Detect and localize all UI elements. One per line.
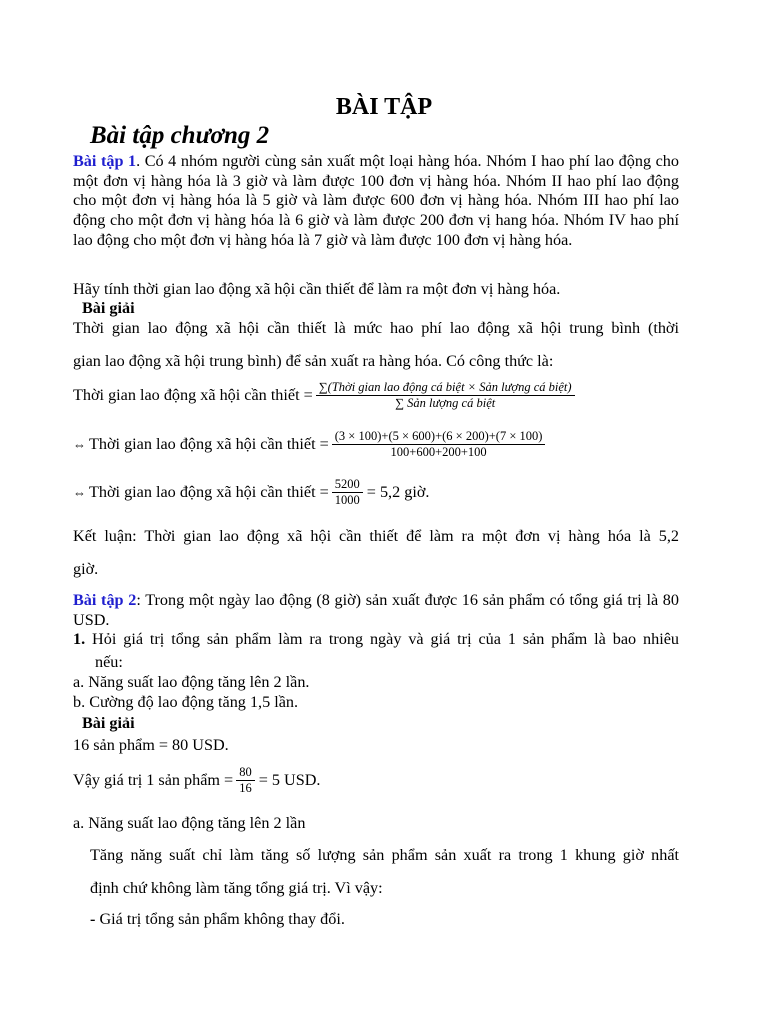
option-a: a. Năng suất lao động tăng lên 2 lần. xyxy=(73,673,310,691)
formula-result xyxy=(73,477,429,508)
formula-general-fraction xyxy=(316,380,575,411)
unit-value-formula xyxy=(73,765,320,796)
formula-result-value: = 5,2 giờ. xyxy=(366,483,430,501)
formula-result-label: Thời gian lao động xã hội cần thiết = xyxy=(89,483,329,501)
conclusion-line-2: giờ. xyxy=(73,560,99,578)
formula-general-denominator: ∑ Sản lượng cá biệt xyxy=(395,396,496,410)
formula-result-fraction xyxy=(332,477,363,508)
formula-substituted-fraction xyxy=(332,429,546,460)
definition-line-2: gian lao động xã hội trung bình) để sản xuất ra hàng hóa. Có công thức là: xyxy=(73,352,554,370)
exercise-2-solution-heading: Bài giải xyxy=(82,714,135,732)
exercise-1-question: Hãy tính thời gian lao động xã hội cần thiết để làm ra một đơn vị hàng hóa. xyxy=(73,280,561,298)
exercise-2-statement xyxy=(73,591,679,630)
question-number: 1. xyxy=(73,630,86,648)
equivalence-icon: ⇔ xyxy=(73,436,86,452)
solution-step-1: 16 sản phẩm = 80 USD. xyxy=(73,736,229,754)
exercise-2-text: : Trong một ngày lao động (8 giờ) sản xuất được 16 sản phẩm có tổng giá trị là 80 USD. xyxy=(73,591,679,629)
formula-general-label: Thời gian lao động xã hội cần thiết = xyxy=(73,386,313,404)
formula-substituted xyxy=(73,429,545,460)
equivalence-icon: ⇔ xyxy=(73,484,86,500)
exercise-2-question xyxy=(73,630,679,649)
question-text: Hỏi giá trị tổng sản phẩm làm ra trong ngày và giá trị của 1 sản phẩm là bao nhiêu xyxy=(92,630,679,648)
exercise-1-statement xyxy=(73,152,679,251)
question-text-continued: nếu: xyxy=(95,653,123,671)
unit-value-result: = 5 USD. xyxy=(258,771,321,789)
exercise-2-label: Bài tập 2 xyxy=(73,591,137,609)
exercise-1-label: Bài tập 1 xyxy=(73,152,137,170)
page-title: BÀI TẬP xyxy=(335,94,433,120)
exercise-1-solution-heading: Bài giải xyxy=(82,299,135,317)
exercise-1-text: . Có 4 nhóm người cùng sản xuất một loại hàng hóa. Nhóm I hao phí lao động cho một đơn vị hàng hóa là 3 giờ và làm được 100 đơn vị hàng hóa. Nhóm II hao phí lao động cho một đơn vị hàng hóa là 5 giờ và làm được 600 đơn vị hàng hóa. Nhóm III hao phí lao động cho một đơn vị hàng hóa là 6 giờ và làm được 200 đơn vị hang hóa. Nhóm IV hao phí lao động cho một đơn vị hàng hóa là 7 giờ và làm được 100 đơn vị hàng hóa. xyxy=(73,152,679,249)
part-a-line-1: Tăng năng suất chỉ làm tăng số lượng sản phẩm sản xuất ra trong 1 khung giờ nhất xyxy=(90,846,679,864)
bullet-dash: - xyxy=(90,910,100,928)
formula-result-denominator: 1000 xyxy=(334,493,360,507)
formula-general xyxy=(73,380,575,411)
unit-value-fraction xyxy=(236,765,255,796)
formula-general-numerator: ∑(Thời gian lao động cá biệt × Sản lượng cá biệt) xyxy=(316,380,575,396)
formula-result-numerator: 5200 xyxy=(332,477,363,493)
formula-substituted-numerator: (3 × 100)+(5 × 600)+(6 × 200)+(7 × 100) xyxy=(332,429,546,445)
unit-value-denominator: 16 xyxy=(239,781,252,795)
part-a-bullet xyxy=(90,910,345,929)
formula-substituted-denominator: 100+600+200+100 xyxy=(390,445,487,459)
part-a-heading: a. Năng suất lao động tăng lên 2 lần xyxy=(73,814,306,832)
part-a-bullet-text: Giá trị tổng sản phẩm không thay đổi. xyxy=(99,910,345,928)
option-b: b. Cường độ lao động tăng 1,5 lần. xyxy=(73,693,299,711)
definition-line-1: Thời gian lao động xã hội cần thiết là mức hao phí lao động xã hội trung bình (thời xyxy=(73,319,679,337)
unit-value-numerator: 80 xyxy=(236,765,255,781)
unit-value-label: Vậy giá trị 1 sản phẩm = xyxy=(73,771,234,789)
part-a-line-2: định chứ không làm tăng tổng giá trị. Vì vậy: xyxy=(90,879,383,897)
conclusion-line-1: Kết luận: Thời gian lao động xã hội cần thiết để làm ra một đơn vị hàng hóa là 5,2 xyxy=(73,527,679,545)
chapter-heading: Bài tập chương 2 xyxy=(90,122,270,149)
formula-substituted-label: Thời gian lao động xã hội cần thiết = xyxy=(89,435,329,453)
